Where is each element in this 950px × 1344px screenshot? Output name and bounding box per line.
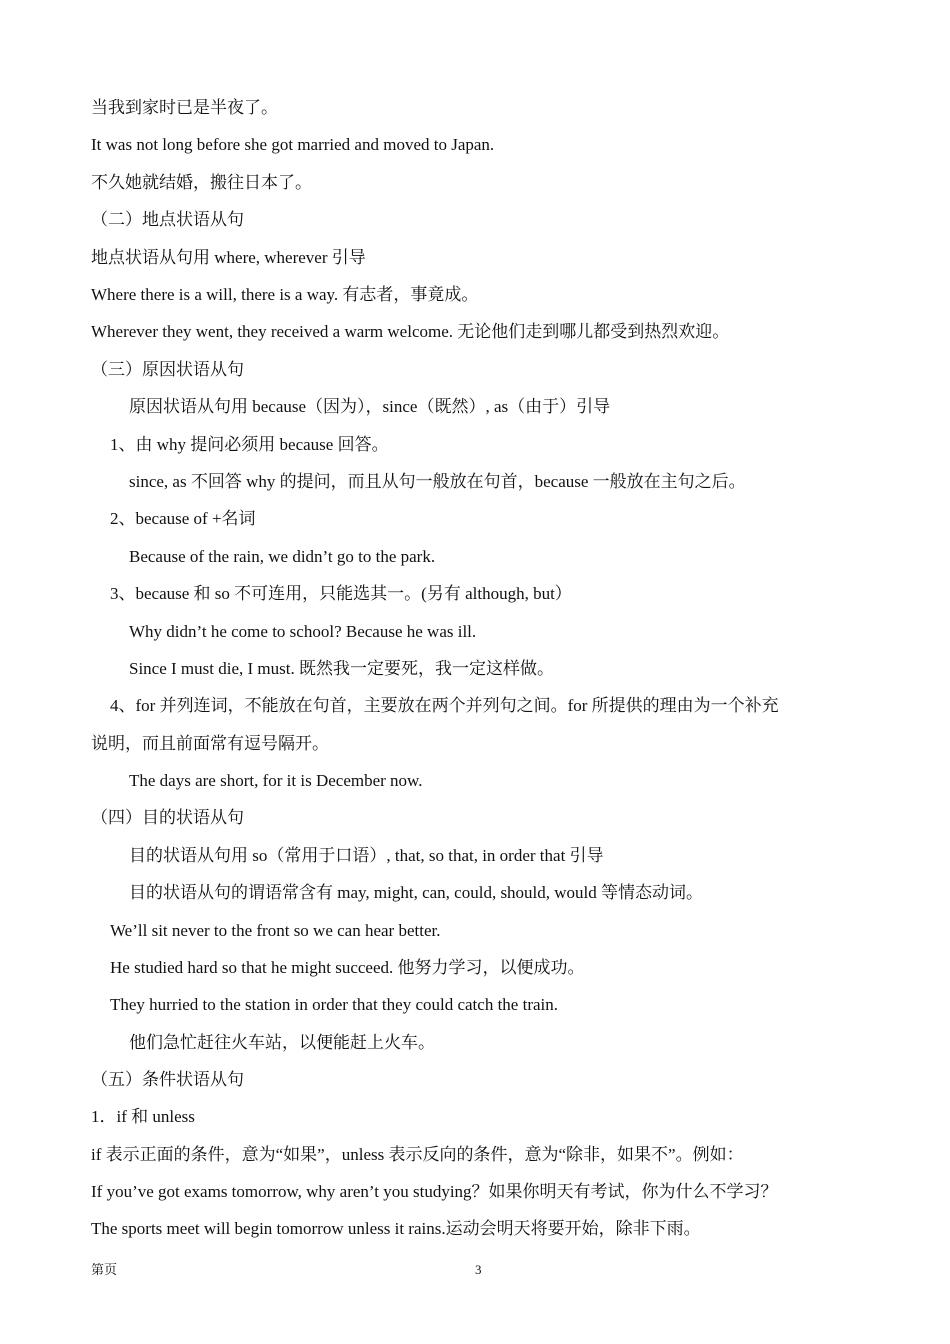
text-line: It was not long before she got married and moved to Japan. <box>91 135 495 154</box>
text-line: 2、because of +名词 <box>110 509 256 528</box>
text-line: 地点状语从句用 where, wherever 引导 <box>91 248 366 267</box>
text-line: We’ll sit never to the front so we can hear better. <box>110 921 441 940</box>
section-heading: （三）原因状语从句 <box>91 360 244 379</box>
section-heading: （五）条件状语从句 <box>91 1070 244 1089</box>
text-line: if 表示正面的条件，意为“如果”，unless 表示反向的条件，意为“除非，如果不”。例如： <box>91 1145 744 1164</box>
text-line: Wherever they went, they received a warm welcome. 无论他们走到哪儿都受到热烈欢迎。 <box>91 322 730 341</box>
text-line: Where there is a will, there is a way. 有志者，事竟成。 <box>91 285 479 304</box>
text-line: They hurried to the station in order that they could catch the train. <box>110 995 558 1014</box>
text-line: since, as 不回答 why 的提问，而且从句一般放在句首，because 一般放在主句之后。 <box>129 472 746 491</box>
text-line: 1、由 why 提问必须用 because 回答。 <box>110 435 389 454</box>
text-line: 4、for 并列连词，不能放在句首，主要放在两个并列句之间。for 所提供的理由为一个补充 <box>110 696 779 715</box>
text-line: If you’ve got exams tomorrow, why aren’t you studying？如果你明天有考试，你为什么不学习？ <box>91 1182 778 1201</box>
text-line: Since I must die, I must. 既然我一定要死，我一定这样做。 <box>129 659 554 678</box>
text-line: The sports meet will begin tomorrow unless it rains.运动会明天将要开始，除非下雨。 <box>91 1219 701 1238</box>
text-line: 说明，而且前面常有逗号隔开。 <box>91 734 329 753</box>
text-line: 原因状语从句用 because（因为），since（既然）, as（由于）引导 <box>129 397 611 416</box>
text-line: 目的状语从句的谓语常含有 may, might, can, could, should, would 等情态动词。 <box>129 883 704 902</box>
page-number: 3 <box>475 1262 482 1277</box>
text-line: Why didn’t he come to school? Because he was ill. <box>129 622 477 641</box>
text-line: Because of the rain, we didn’t go to the park. <box>129 547 436 566</box>
text-line: 3、because 和 so 不可连用，只能选其一。(另有 although, but） <box>110 584 572 603</box>
text-line: 他们急忙赶往火车站，以便能赶上火车。 <box>129 1033 435 1052</box>
footer-label: 第页 <box>91 1262 118 1277</box>
text-line: 目的状语从句用 so（常用于口语）, that, so that, in order that 引导 <box>129 846 604 865</box>
text-line: 1．if 和 unless <box>91 1107 195 1126</box>
text-line: 不久她就结婚，搬往日本了。 <box>91 173 312 192</box>
text-line: The days are short, for it is December now. <box>129 771 423 790</box>
section-heading: （四）目的状语从句 <box>91 808 244 827</box>
text-line: 当我到家时已是半夜了。 <box>91 98 278 117</box>
section-heading: （二）地点状语从句 <box>91 210 244 229</box>
text-line: He studied hard so that he might succeed. 他努力学习，以便成功。 <box>110 958 585 977</box>
